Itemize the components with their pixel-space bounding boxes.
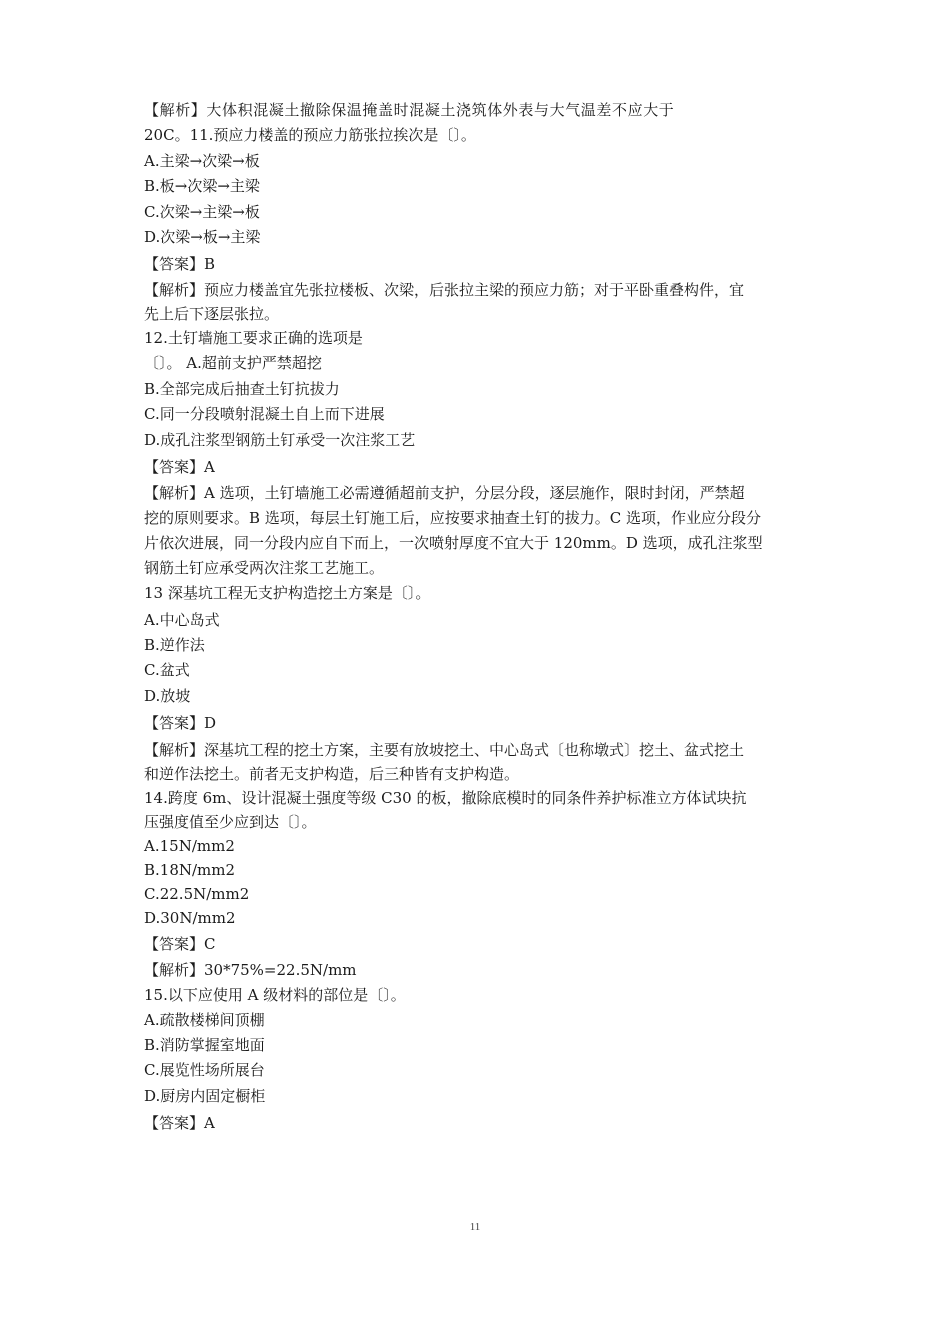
text-line: C.盆式: [144, 661, 190, 679]
text-line: B.消防掌握室地面: [144, 1036, 265, 1054]
text-line: A.15N/mm2: [144, 837, 235, 855]
text-line: D.30N/mm2: [144, 909, 236, 927]
text-line: B.板→次梁→主梁: [144, 177, 260, 195]
text-line: 【解析】30*75%=22.5N/mm: [144, 961, 357, 979]
text-line: 12.土钉墙施工要求正确的选项是: [144, 329, 363, 347]
text-line: 13 深基坑工程无支护构造挖土方案是〔〕。: [144, 584, 431, 602]
text-line: 【答案】D: [144, 714, 217, 732]
text-line: A.疏散楼梯间顶棚: [144, 1011, 265, 1029]
text-line: C.同一分段喷射混凝土自上而下进展: [144, 405, 385, 423]
text-line: 【答案】C: [144, 935, 216, 953]
text-line: C.22.5N/mm2: [144, 885, 250, 903]
text-line: B.全部完成后抽查土钉抗拔力: [144, 380, 340, 398]
text-line: 和逆作法挖土。前者无支护构造，后三种皆有支护构造。: [144, 765, 520, 783]
text-line: B.逆作法: [144, 636, 205, 654]
text-line: 〔〕。 A.超前支护严禁超挖: [144, 354, 322, 372]
text-line: B.18N/mm2: [144, 861, 236, 879]
text-line: D.放坡: [144, 687, 191, 705]
text-line: 14.跨度 6m、设计混凝土强度等级 C30 的板，撤除底模时的同条件养护标准立方体试块抗: [144, 789, 747, 807]
page-number: 11: [469, 1221, 481, 1233]
text-line: D.成孔注浆型钢筋土钉承受一次注浆工艺: [144, 431, 416, 449]
text-line: 压强度值至少应到达〔〕。: [144, 813, 317, 831]
text-line: 挖的原则要求。B 选项，每层土钉施工后，应按要求抽查土钉的拔力。C 选项，作业应分段分: [144, 509, 762, 527]
text-line: 【答案】A: [144, 458, 215, 476]
text-line: 钢筋土钉应承受两次注浆工艺施工。: [144, 559, 385, 577]
text-line: 【答案】B: [144, 255, 216, 273]
text-line: A.主梁→次梁→板: [144, 152, 260, 170]
text-line: 【答案】A: [144, 1114, 215, 1132]
text-line: 15.以下应使用 A 级材料的部位是〔〕。: [144, 986, 406, 1004]
text-line: 20C。11.预应力楼盖的预应力筋张拉挨次是〔〕。: [144, 126, 476, 144]
text-line: 【解析】预应力楼盖宜先张拉楼板、次梁，后张拉主梁的预应力筋；对于平卧重叠构件，宜: [144, 281, 745, 299]
text-line: A.中心岛式: [144, 611, 220, 629]
text-line: 【解析】A 选项，土钉墙施工必需遵循超前支护，分层分段，逐层施作，限时封闭，严禁超: [144, 484, 745, 502]
text-line: D.次梁→板→主梁: [144, 228, 261, 246]
text-line: 【解析】大体积混凝土撤除保温掩盖时混凝土浇筑体外表与大气温差不应大于: [144, 101, 675, 119]
text-line: 片依次进展，同一分段内应自下而上，一次喷射厚度不宜大于 120mm。D 选项，成孔注浆型: [144, 534, 763, 552]
text-line: C.次梁→主梁→板: [144, 203, 260, 221]
text-line: 先上后下逐层张拉。: [144, 305, 280, 323]
text-line: D.厨房内固定橱柜: [144, 1087, 266, 1105]
text-line: 【解析】深基坑工程的挖土方案，主要有放坡挖土、中心岛式〔也称墩式〕挖土、盆式挖土: [144, 741, 745, 759]
text-line: C.展览性场所展台: [144, 1061, 265, 1079]
